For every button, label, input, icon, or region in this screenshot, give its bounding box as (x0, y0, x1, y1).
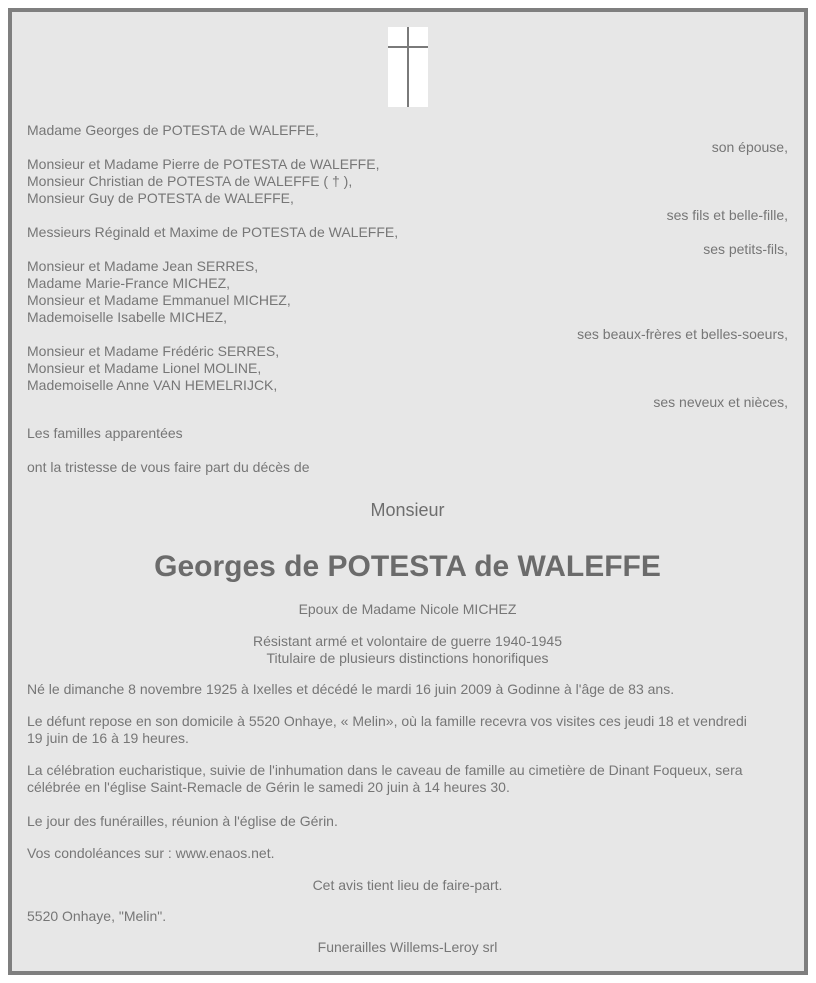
distinction-line: Résistant armé et volontaire de guerre 1940-1945 (253, 633, 562, 649)
announcer-relation: ses petits-fils, (703, 241, 788, 257)
announcer-name: Madame Georges de POTESTA de WALEFFE, (27, 122, 319, 138)
spouse-line: Epoux de Madame Nicole MICHEZ (298, 601, 517, 617)
announcer-relation: ses beaux-frères et belles-soeurs, (577, 326, 788, 342)
announcer-relation: ses neveux et nièces, (653, 394, 788, 410)
announcer-name: Monsieur Christian de POTESTA de WALEFFE ( † ), (27, 173, 353, 189)
announcer-name: Mademoiselle Isabelle MICHEZ, (27, 309, 227, 325)
visitation-line: Le défunt repose en son domicile à 5520 Onhaye, « Melin», où la famille recevra vos visites ces jeudi 18 et vendredi (27, 713, 747, 729)
deceased-name: Georges de POTESTA de WALEFFE (154, 550, 661, 583)
announcer-name: Mademoiselle Anne VAN HEMELRIJCK, (27, 377, 278, 393)
visitation-line: 19 juin de 16 à 19 heures. (27, 730, 189, 746)
cross-icon (388, 27, 428, 107)
cross-horizontal-bar (388, 46, 428, 48)
announcer-relation: son épouse, (711, 139, 788, 155)
announcer-name: Monsieur et Madame Pierre de POTESTA de WALEFFE, (27, 156, 380, 172)
announcement-line: ont la tristesse de vous faire part du décès de (27, 459, 310, 475)
notice-line: Cet avis tient lieu de faire-part. (312, 877, 503, 893)
announcer-name: Monsieur et Madame Frédéric SERRES, (27, 343, 280, 359)
announcer-relation: ses fils et belle-fille, (666, 207, 788, 223)
obituary-notice (8, 8, 808, 975)
announcer-name: Madame Marie-France MICHEZ, (27, 275, 231, 291)
announcer-name: Messieurs Réginald et Maxime de POTESTA de WALEFFE, (27, 224, 399, 240)
announcer-name: Monsieur et Madame Jean SERRES, (27, 258, 259, 274)
families-line: Les familles apparentées (27, 425, 183, 441)
announcer-name: Monsieur Guy de POTESTA de WALEFFE, (27, 190, 294, 206)
funeral-home-line: Funerailles Willems-Leroy srl (317, 939, 498, 955)
announcer-name: Monsieur et Madame Emmanuel MICHEZ, (27, 292, 291, 308)
cross-vertical-bar (407, 27, 409, 107)
birth-death-line: Né le dimanche 8 novembre 1925 à Ixelles et décédé le mardi 16 juin 2009 à Godinne à l'âge de 83 ans. (27, 681, 675, 697)
condolences-line: Vos condoléances sur : www.enaos.net. (27, 845, 275, 861)
meeting-line: Le jour des funérailles, réunion à l'église de Gérin. (27, 813, 338, 829)
address-line: 5520 Onhaye, "Melin". (27, 908, 167, 924)
deceased-title: Monsieur (370, 500, 445, 520)
ceremony-line: célébrée en l'église Saint-Remacle de Gérin le samedi 20 juin à 14 heures 30. (27, 779, 510, 795)
distinction-line: Titulaire de plusieurs distinctions honorifiques (266, 650, 549, 666)
ceremony-line: La célébration eucharistique, suivie de l'inhumation dans le caveau de famille au cimetière de Dinant Foqueux, sera (27, 762, 743, 778)
announcer-name: Monsieur et Madame Lionel MOLINE, (27, 360, 262, 376)
notice-content (12, 12, 804, 971)
